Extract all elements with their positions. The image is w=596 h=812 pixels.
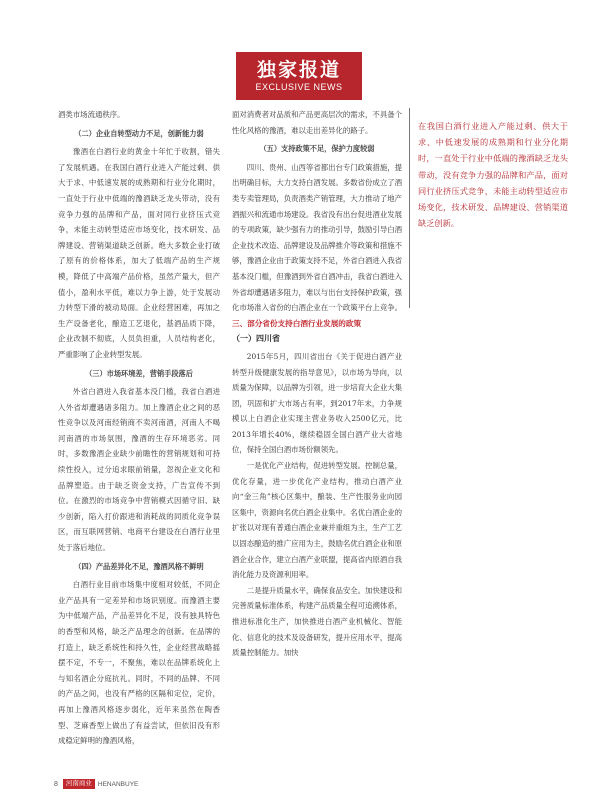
paragraph: 外省白酒进入我省基本没门槛，我省白酒进入外省却遭遇诸多阻力。加上豫酒企业之间的恶性竞争以及河南经销商不卖河南酒，河南人不喝河南酒的市场氛围，豫酒的生存环境恶劣。同时，多数豫酒企业缺少前瞻性的营销规划和可持续性投入，过分追求眼前销量，忽视企业文化和品牌塑造。由于缺乏资金支持，广告宣传不到位。在激烈的市场竞争中营销模式因循守旧、缺少创新，陷入打价跟进和消耗战的同质化竞争误区，而互联网营销、电商平台建设在白酒行业里处于落后地位。 — [58, 387, 220, 553]
column-divider — [409, 108, 410, 308]
paragraph: 2015年5月，四川省出台《关于促进白酒产业转型升级健康发展的指导意见》，以市场为导向，以质量为保障，以品牌为引领，进一步培育大企业大集团，巩固和扩大市场占有率，到2017年末，力争规模以上白酒企业实现主营业务收入2500亿元，比2013年增长40%，继续稳固全国白酒产业大省地位，保持全国白酒市场份额领先。 — [232, 351, 402, 455]
article-column-middle — [232, 107, 402, 661]
subheading: （二）企业自转型动力不足，创新能力弱 — [74, 128, 204, 138]
pull-quote: 在我国白酒行业进入产能过剩、供大于求、中低速发展的成熟期和行业分化期时，一直处于行业中低端的豫酒缺乏龙头带动，没有竞争力强的品牌和产品，面对同行业挤压式竞争，未能主动转型适应市场变化，技术研发、品牌建设、营销渠道缺乏创新。 — [418, 121, 568, 229]
section-heading: 三、部分省份支持白酒行业发展的政策 — [232, 318, 362, 328]
magazine-name-en: HENANBUYE — [97, 780, 139, 788]
subsection-heading: （一）四川省 — [232, 334, 280, 344]
banner-subtitle: EXCLUSIVE NEWS — [255, 82, 343, 92]
paragraph: 一是优化产业结构，促进转型发展。控制总量，优化存量，进一步优化产业结构，推动白酒产业向“金三角”核心区集中，酿装、生产性服务业向园区集中，资源向名优白酒企业集中。名优白酒企业的扩张以对现有普通白酒企业兼并重组为主，生产工艺以固态酿造的推广应用为主，鼓励名优白酒企业和原酒企业合作，建立白酒产业联盟，提高省内原酒自我消化能力及资源利用率。 — [232, 461, 403, 580]
paragraph: 白酒行业目前市场集中度相对较低，不同企业产品具有一定差异和市场识别度。而豫酒主要为中低端产品，产品差异化不足，没有独具特色的香型和风格，缺乏产品理念的创新。在品牌的打造上，缺乏系统性和持久性，企业经营战略摇摆不定，不专一，不聚焦，难以在品牌系统化上与知名酒企分庭抗礼。同时，不同的品牌、不同的产品之间，也没有严格的区隔和定位，定价，再加上豫酒风格逐步弱化，近年来虽然在陶香型、芝麻香型上做出了有益尝试，但依旧没有形成稳定鲜明的豫酒风格， — [58, 580, 220, 746]
section-banner — [236, 52, 362, 100]
banner-title: 独家报道 — [256, 59, 341, 81]
paragraph: 二是提升质量水平，确保食品安全。加快建设和完善质量标准体系，构建产品质量全程可追溯体系，推进标准化生产，加快推进白酒产业机械化、智能化、信息化的技术及设备研发，提升应用水平，提高质量控制能力。加快 — [232, 585, 403, 658]
page-number: 8 — [54, 780, 58, 788]
paragraph: 酒类市场流通秩序。 — [58, 110, 125, 119]
article-column-left — [58, 107, 220, 749]
subheading: （四）产品差异化不足，豫酒风格不鲜明 — [74, 561, 204, 571]
paragraph: 豫酒在白酒行业的黄金十年忙于收割，错失了发展机遇。在我国白酒行业进入产能过剩、供大于求、中低速发展的成熟期和行业分化期时，一直处于行业中低端的豫酒缺乏龙头带动，没有竞争力强的品牌和产品，面对同行业挤压式竞争，未能主动转型适应市场变化，技术研发、品牌建设、营销渠道缺乏创新。绝大多数企业打破了原有的价格体系，加大了低端产品的生产规模，降低了中高端产品价格，虽然产量大，但产值小，盈利水平低，难以力争上游，处于发展动力转型下滑的被动局面。企业经营困难，再加之生产设备老化，酿造工艺退化，基酒品质下降，企业改制不彻底，人员负担重，人员结构老化，严重影响了企业转型发展。 — [58, 147, 220, 359]
subheading: （五）支持政策不足，保护力度较弱 — [259, 144, 375, 154]
magazine-name: 河南商业 — [63, 779, 95, 789]
page-footer — [54, 778, 138, 790]
subheading: （三）市场环境差，营销手段落后 — [85, 368, 193, 378]
paragraph: 面对消费者对品质和产品更高层次的需求，不具备个性化风格的豫酒，难以走出差异化的路子。 — [232, 110, 402, 135]
paragraph: 四川、贵州、山西等省都出台专门政策措施，提出明确目标，大力支持白酒发展。多数省份成立了酒类专卖管理局，负责酒类产销管理，大力推动了地产酒振兴和流通市场建设。我省没有出台促进酒业发展的专项政策，缺少强有力的推动引导，鼓励引导白酒企业技术改造、品牌建设及品牌推介等政策和措施不够，豫酒企业由于政策支持不足，外省白酒进入我省基本没门槛，但豫酒到外省白酒冲击，我省白酒进入外省却遭遇诸多阻力，难以与出台支持保护政策，强化市场准入省份的白酒企业在一个政策平台上竞争。 — [232, 162, 403, 313]
